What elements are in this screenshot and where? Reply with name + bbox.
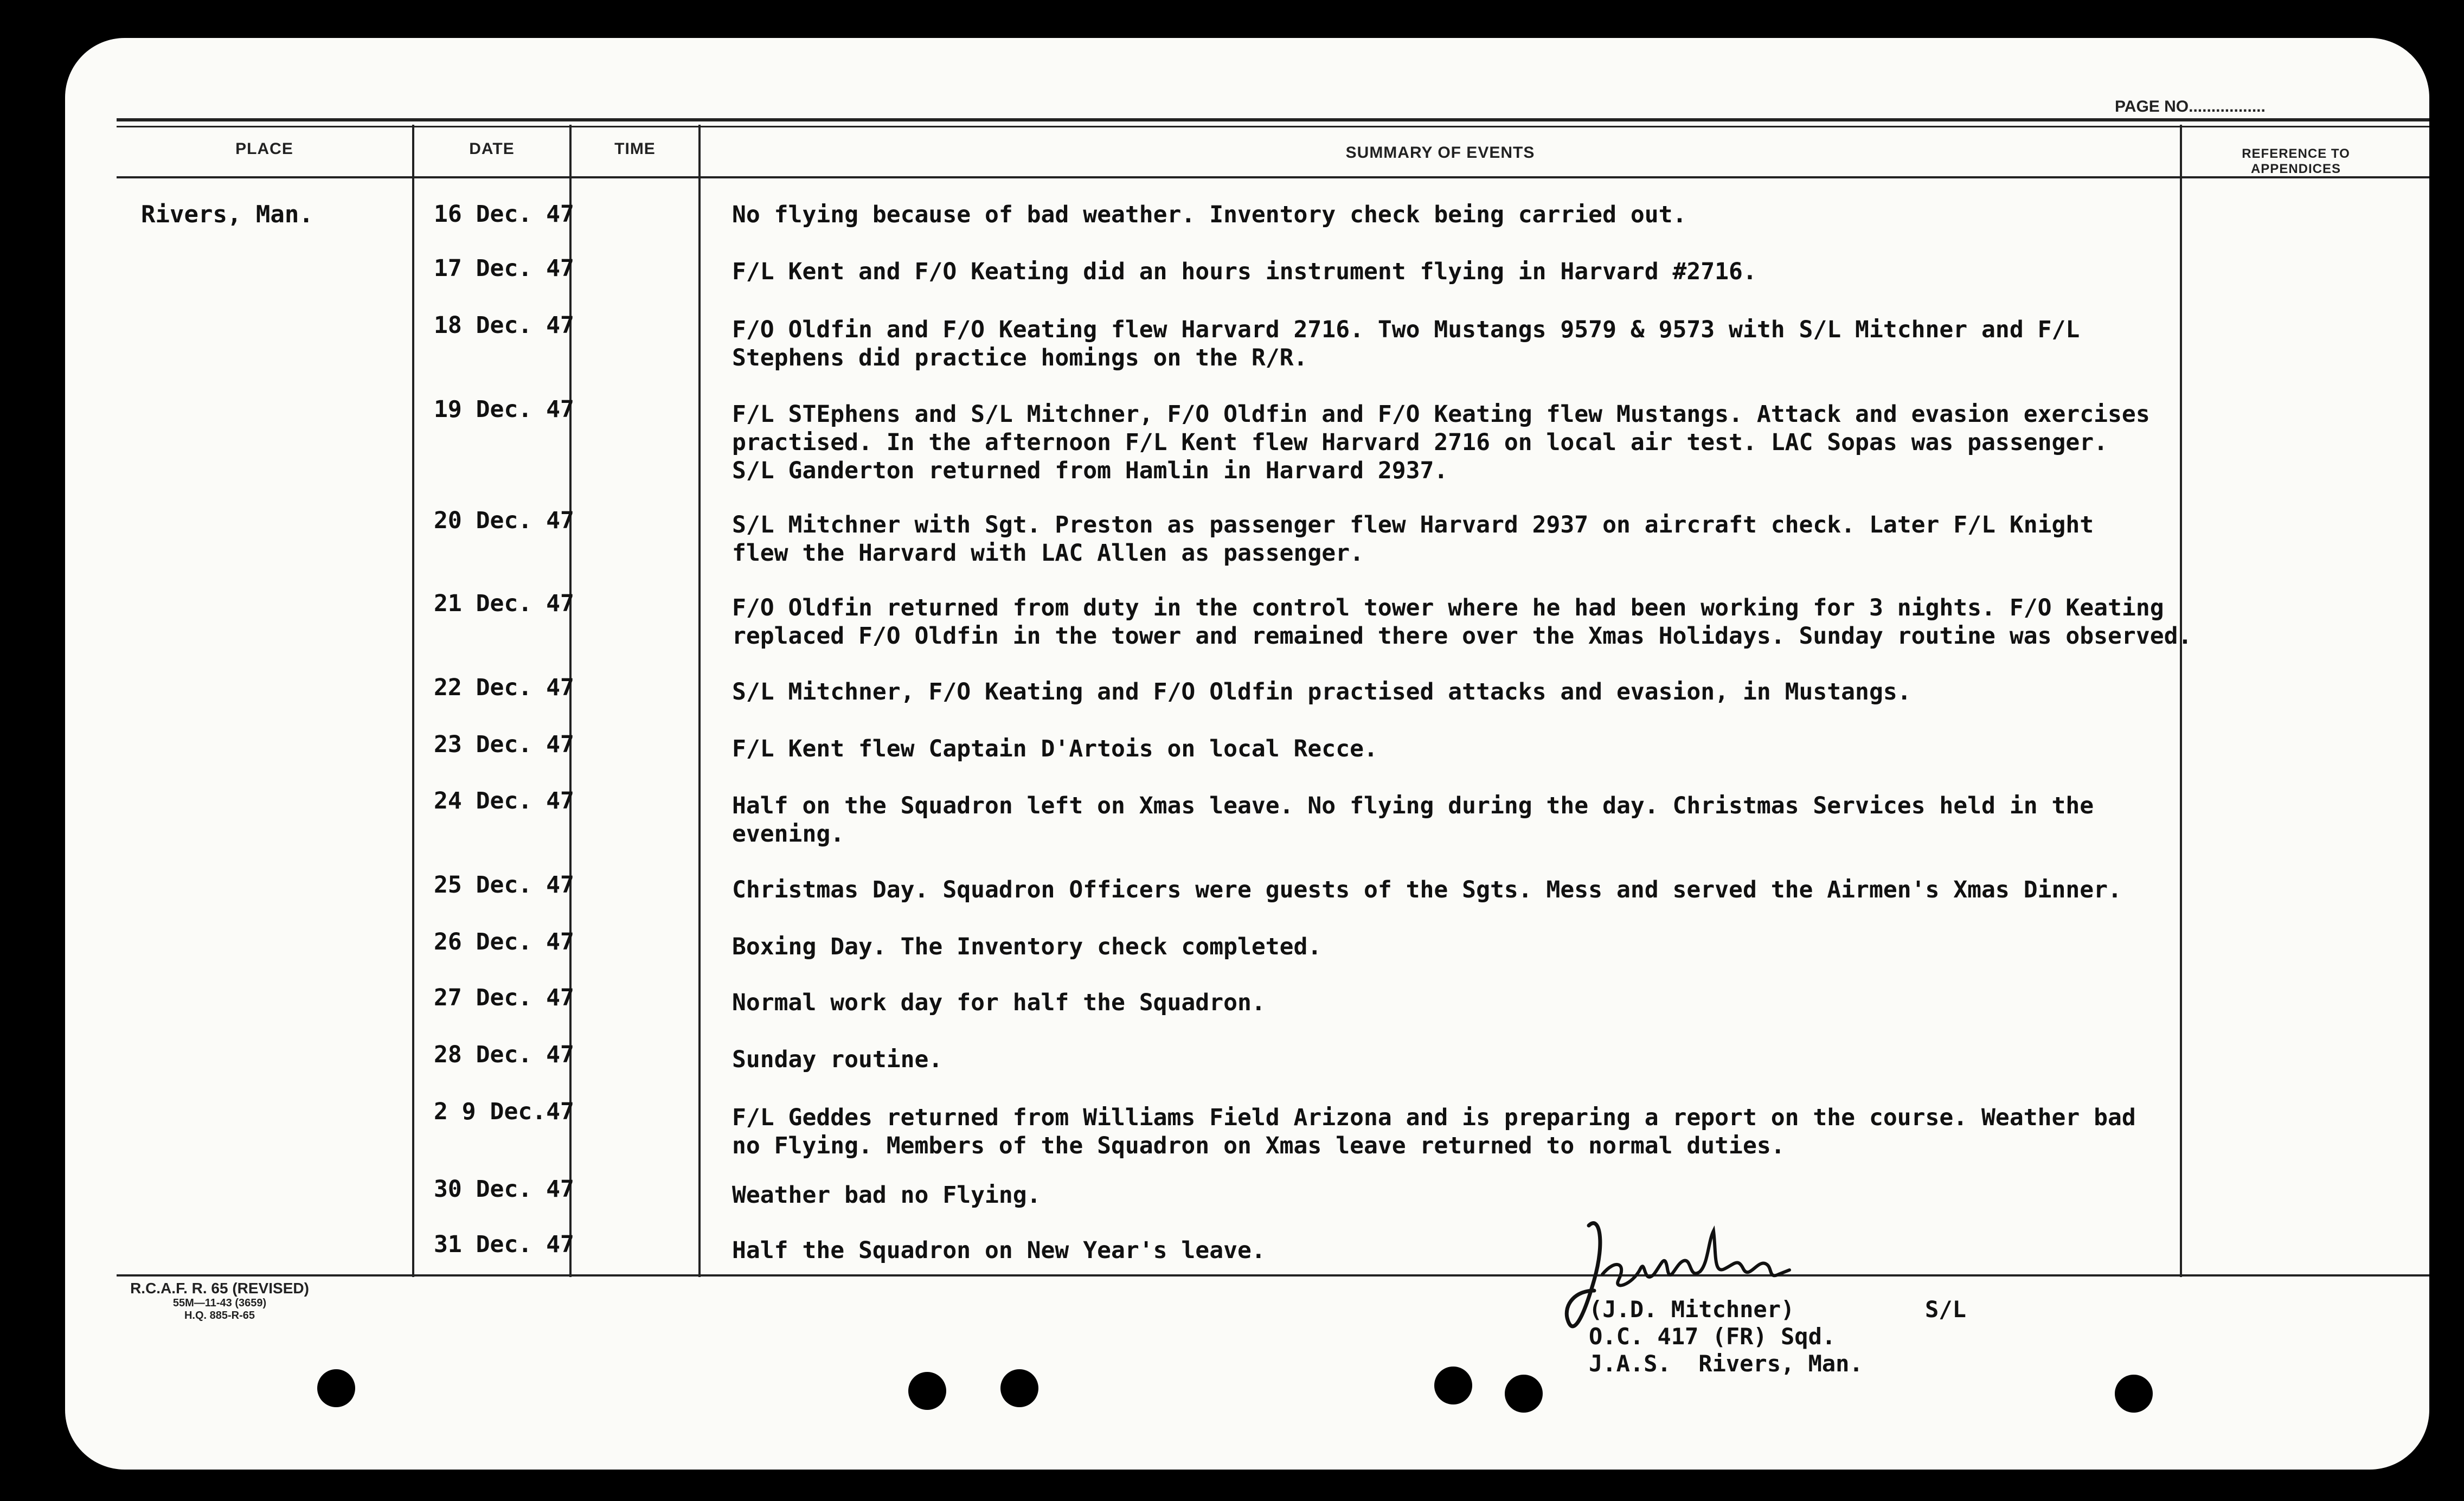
entry-text: Normal work day for half the Squadron. [732, 989, 1266, 1016]
entry-text: Sunday routine. [732, 1046, 943, 1073]
top-rule-thin [117, 126, 2429, 127]
place-value: Rivers, Man. [141, 201, 313, 228]
entry-date: 2 9 Dec.47 [434, 1098, 574, 1125]
page-number-label: PAGE NO................. [2115, 98, 2266, 116]
entry-text: No flying because of bad weather. Inventory check being carried out. [732, 201, 1687, 228]
signatory-unit: O.C. 417 (FR) Sqd. [1589, 1323, 1836, 1350]
header-summary: SUMMARY OF EVENTS [1345, 144, 1535, 162]
entry-text: S/L Mitchner with Sgt. Preston as passenger flew Harvard 2937 on aircraft check. Later F/L Knight flew the Harvard with LAC Allen as passenger. [732, 511, 2094, 567]
signatory-location: J.A.S. Rivers, Man. [1589, 1350, 1863, 1377]
signatory-rank: S/L [1925, 1296, 1966, 1323]
entry-text: F/O Oldfin returned from duty in the control tower where he had been working for 3 nights. F/O Keating replaced F/O Oldfin in the tower and remained there over the Xmas Holidays. Sunday routine was observed. [732, 594, 2192, 650]
entry-date: 19 Dec. 47 [434, 396, 574, 423]
column-divider-place [412, 125, 414, 1277]
entry-text: F/O Oldfin and F/O Keating flew Harvard 2716. Two Mustangs 9579 & 9573 with S/L Mitchner and F/L Stephens did practice homings on the R/R. [732, 316, 2080, 371]
entry-date: 22 Dec. 47 [434, 674, 574, 701]
entry-date: 28 Dec. 47 [434, 1041, 574, 1068]
binder-hole [1434, 1367, 1472, 1404]
entry-text: F/L Geddes returned from Williams Field Arizona and is preparing a report on the course. Weather bad no Flying. Members of the Squadron on Xmas leave returned to normal duties. [732, 1104, 2136, 1159]
war-diary-card [65, 38, 2429, 1470]
header-place: PLACE [235, 140, 293, 158]
entry-text: Boxing Day. The Inventory check completed. [732, 933, 1322, 960]
binder-hole [2115, 1375, 2153, 1413]
binder-hole [1505, 1375, 1543, 1413]
entry-date: 26 Dec. 47 [434, 928, 574, 955]
header-date: DATE [469, 140, 515, 158]
entry-date: 21 Dec. 47 [434, 590, 574, 617]
entry-date: 24 Dec. 47 [434, 787, 574, 814]
entry-date: 18 Dec. 47 [434, 312, 574, 339]
entry-text: Christmas Day. Squadron Officers were guests of the Sgts. Mess and served the Airmen's Xmas Dinner. [732, 876, 2122, 903]
header-rule [117, 176, 2429, 178]
entry-date: 25 Dec. 47 [434, 871, 574, 899]
header-time: TIME [614, 140, 656, 158]
entry-date: 17 Dec. 47 [434, 255, 574, 282]
entry-text: F/L STEphens and S/L Mitchner, F/O Oldfin and F/O Keating flew Mustangs. Attack and evasion exercises practised. In the afternoon F/L Kent flew Harvard 2716 on local air test. LAC Sopas was passenger. S/L Ganderton returned from Hamlin in Harvard 2937. [732, 401, 2150, 484]
entry-text: F/L Kent and F/O Keating did an hours instrument flying in Harvard #2716. [732, 258, 1757, 285]
entry-date: 31 Dec. 47 [434, 1231, 574, 1258]
entry-text: S/L Mitchner, F/O Keating and F/O Oldfin practised attacks and evasion, in Mustangs. [732, 678, 1911, 705]
bottom-rule [117, 1274, 2429, 1277]
column-divider-time [698, 125, 701, 1277]
signature-block [1589, 1296, 1863, 1377]
binder-hole [1000, 1369, 1038, 1407]
entry-text: F/L Kent flew Captain D'Artois on local Recce. [732, 735, 1378, 762]
signatory-name: (J.D. Mitchner) [1589, 1296, 1795, 1323]
binder-hole [908, 1372, 946, 1410]
entry-date: 20 Dec. 47 [434, 507, 574, 534]
entry-text: Half on the Squadron left on Xmas leave. No flying during the day. Christmas Services held in the evening. [732, 792, 2094, 848]
binder-hole [317, 1369, 355, 1407]
header-reference: REFERENCE TO APPENDICES [2242, 146, 2350, 176]
form-identifier: R.C.A.F. R. 65 (REVISED) 55M—11-43 (3659) H.Q. 885-R-65 [130, 1280, 309, 1322]
entry-text: Half the Squadron on New Year's leave. [732, 1237, 1266, 1264]
entry-text: Weather bad no Flying. [732, 1182, 1041, 1209]
entry-date: 27 Dec. 47 [434, 984, 574, 1011]
entry-date: 23 Dec. 47 [434, 731, 574, 758]
entry-date: 30 Dec. 47 [434, 1176, 574, 1203]
entry-date: 16 Dec. 47 [434, 201, 574, 228]
top-rule [117, 118, 2429, 121]
